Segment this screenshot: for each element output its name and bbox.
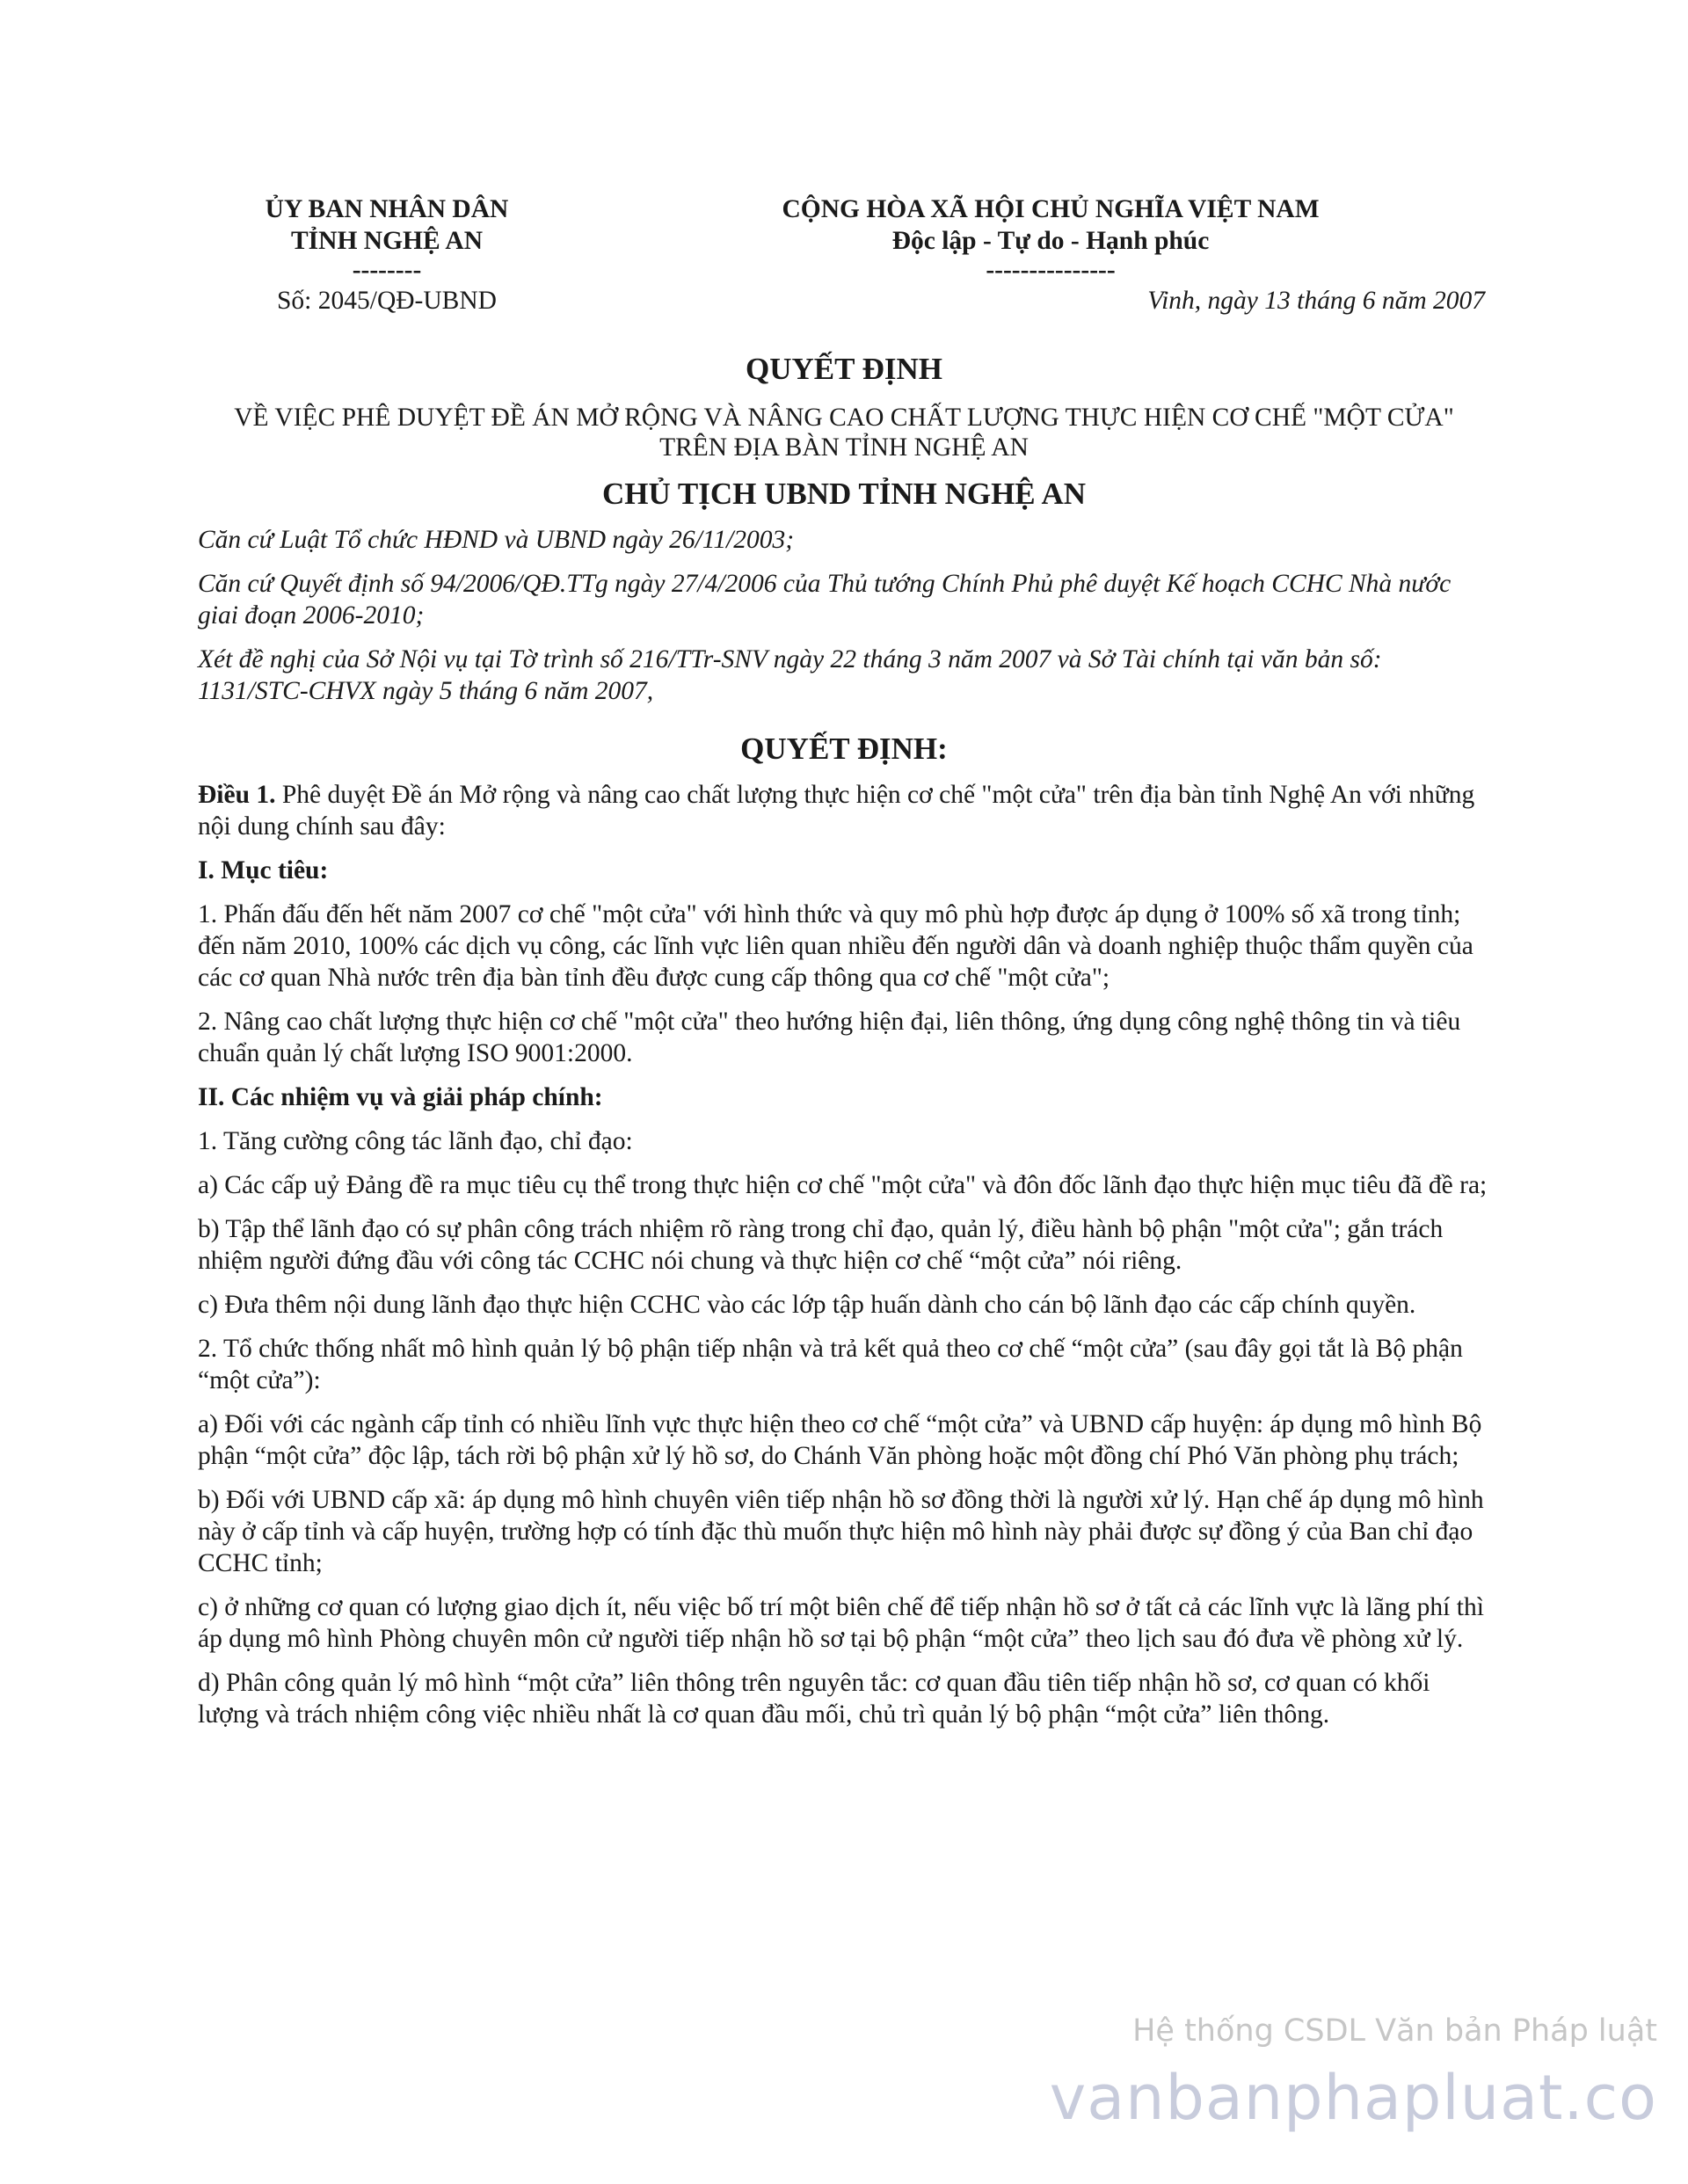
authority-title: CHỦ TỊCH UBND TỈNH NGHỆ AN [601, 477, 1087, 511]
document-subtitle: VỀ VIỆC PHÊ DUYỆT ĐỀ ÁN MỞ RỘNG VÀ NÂNG CAO CHẤT LƯỢNG THỰC HIỆN CƠ CHẾ "MỘT CỬA" TRÊN ĐỊA BÀN TỈNH NGHỆ AN [234, 404, 1454, 462]
article-1-label: Điều 1. [198, 781, 276, 809]
document-number: Số: 2045/QĐ-UBND [277, 287, 497, 315]
basis-item: Xét đề nghị của Sở Nội vụ tại Tờ trình số 216/TTr-SNV ngày 22 tháng 3 năm 2007 và Sở Tài chính tại văn bản số: 1131/STC-CHVX ngày 5 tháng 6 năm 2007, [198, 645, 1382, 705]
national-motto-block [576, 193, 1490, 317]
article-1-text: Phê duyệt Đề án Mở rộng và nâng cao chất lượng thực hiện cơ chế "một cửa" trên địa bàn tỉnh Nghệ An với những nội dung chính sau đây: [198, 781, 1475, 841]
issuer-block [198, 193, 576, 317]
watermark-site: vanbanphapluat.co [1049, 2062, 1657, 2134]
national-motto: Độc lập - Tự do - Hạnh phúc [891, 227, 1210, 255]
basis-item: Căn cứ Luật Tổ chức HĐND và UBND ngày 26/11/2003; [198, 526, 795, 554]
legal-basis [198, 524, 1490, 707]
issuer-line1: ỦY BAN NHÂN DÂN [265, 195, 509, 223]
section-1-item: 2. Nâng cao chất lượng thực hiện cơ chế "một cửa" theo hướng hiện đại, liên thông, ứng dụng công nghệ thông tin và tiêu chuẩn quản lý chất lượng ISO 9001:2000. [198, 1008, 1461, 1067]
document-body [198, 779, 1490, 1730]
motto-separator: --------------- [986, 256, 1116, 284]
watermark-caption: Hệ thống CSDL Văn bản Pháp luật [1132, 2013, 1657, 2049]
section-2-item: c) Đưa thêm nội dung lãnh đạo thực hiện CCHC vào các lớp tập huấn dành cho cán bộ lãnh đạo các cấp chính quyền. [198, 1291, 1416, 1319]
document-header [198, 193, 1490, 317]
section-2-item: c) ở những cơ quan có lượng giao dịch ít, nếu việc bố trí một biên chế để tiếp nhận hồ sơ ở tất cả các lĩnh vực là lãng phí thì áp dụng mô hình Phòng chuyên môn cử người tiếp nhận hồ sơ tại bộ phận “một cửa” theo lịch sau đó đưa về phòng xử lý. [198, 1593, 1484, 1653]
section-2-item: 2. Tổ chức thống nhất mô hình quản lý bộ phận tiếp nhận và trả kết quả theo cơ chế “một cửa” (sau đây gọi tắt là Bộ phận “một cửa”): [198, 1335, 1463, 1394]
section-2-item: a) Các cấp uỷ Đảng đề ra mục tiêu cụ thể trong thực hiện cơ chế "một cửa" và đôn đốc lãnh đạo thực hiện mục tiêu đã đề ra; [198, 1171, 1488, 1199]
article-1 [198, 779, 1490, 842]
section-1-heading: I. Mục tiêu: [198, 856, 329, 885]
national-title: CỘNG HÒA XÃ HỘI CHỦ NGHĨA VIỆT NAM [782, 195, 1320, 223]
issuer-separator: -------- [352, 256, 422, 284]
section-2-heading: II. Các nhiệm vụ và giải pháp chính: [198, 1083, 603, 1111]
document-title: QUYẾT ĐỊNH [746, 352, 942, 386]
document-page [198, 193, 1490, 1730]
section-2-item: a) Đối với các ngành cấp tỉnh có nhiều lĩnh vực thực hiện theo cơ chế “một cửa” và UBND cấp huyện: áp dụng mô hình Bộ phận “một cửa” độc lập, tách rời bộ phận xử lý hồ sơ, do Chánh Văn phòng hoặc một đồng chí Phó Văn phòng phụ trách; [198, 1410, 1482, 1470]
issuer-line2: TỈNH NGHỆ AN [290, 227, 483, 255]
section-2-item: 1. Tăng cường công tác lãnh đạo, chỉ đạo: [198, 1127, 633, 1155]
section-2-item: b) Tập thể lãnh đạo có sự phân công trách nhiệm rõ ràng trong chỉ đạo, quản lý, điều hành bộ phận "một cửa"; gắn trách nhiệm người đứng đầu với công tác CCHC nói chung và thực hiện cơ chế “một cửa” nói riêng. [198, 1215, 1444, 1275]
basis-item: Căn cứ Quyết định số 94/2006/QĐ.TTg ngày 27/4/2006 của Thủ tướng Chính Phủ phê duyệt Kế hoạch CCHC Nhà nước giai đoạn 2006-2010; [198, 570, 1452, 630]
section-2-item: d) Phân công quản lý mô hình “một cửa” liên thông trên nguyên tắc: cơ quan đầu tiên tiếp nhận hồ sơ, cơ quan có khối lượng và trách nhiệm công việc nhiều nhất là cơ quan đầu mối, chủ trì quản lý bộ phận “một cửa” liên thông. [198, 1669, 1430, 1729]
decides-heading: QUYẾT ĐỊNH: [740, 732, 948, 766]
document-date: Vinh, ngày 13 tháng 6 năm 2007 [1147, 287, 1485, 315]
section-1-item: 1. Phấn đấu đến hết năm 2007 cơ chế "một cửa" với hình thức và quy mô phù hợp được áp dụng ở 100% số xã trong tỉnh; đến năm 2010, 100% các dịch vụ công, các lĩnh vực liên quan nhiều đến người dân và doanh nghiệp thuộc thẩm quyền của các cơ quan Nhà nước trên địa bàn tỉnh đều được cung cấp thông qua cơ chế "một cửa"; [198, 900, 1473, 992]
section-2-item: b) Đối với UBND cấp xã: áp dụng mô hình chuyên viên tiếp nhận hồ sơ đồng thời là người xử lý. Hạn chế áp dụng mô hình này ở cấp tỉnh và cấp huyện, trường hợp có tính đặc thù muốn thực hiện mô hình này phải được sự đồng ý của Ban chỉ đạo CCHC tỉnh; [198, 1486, 1484, 1577]
